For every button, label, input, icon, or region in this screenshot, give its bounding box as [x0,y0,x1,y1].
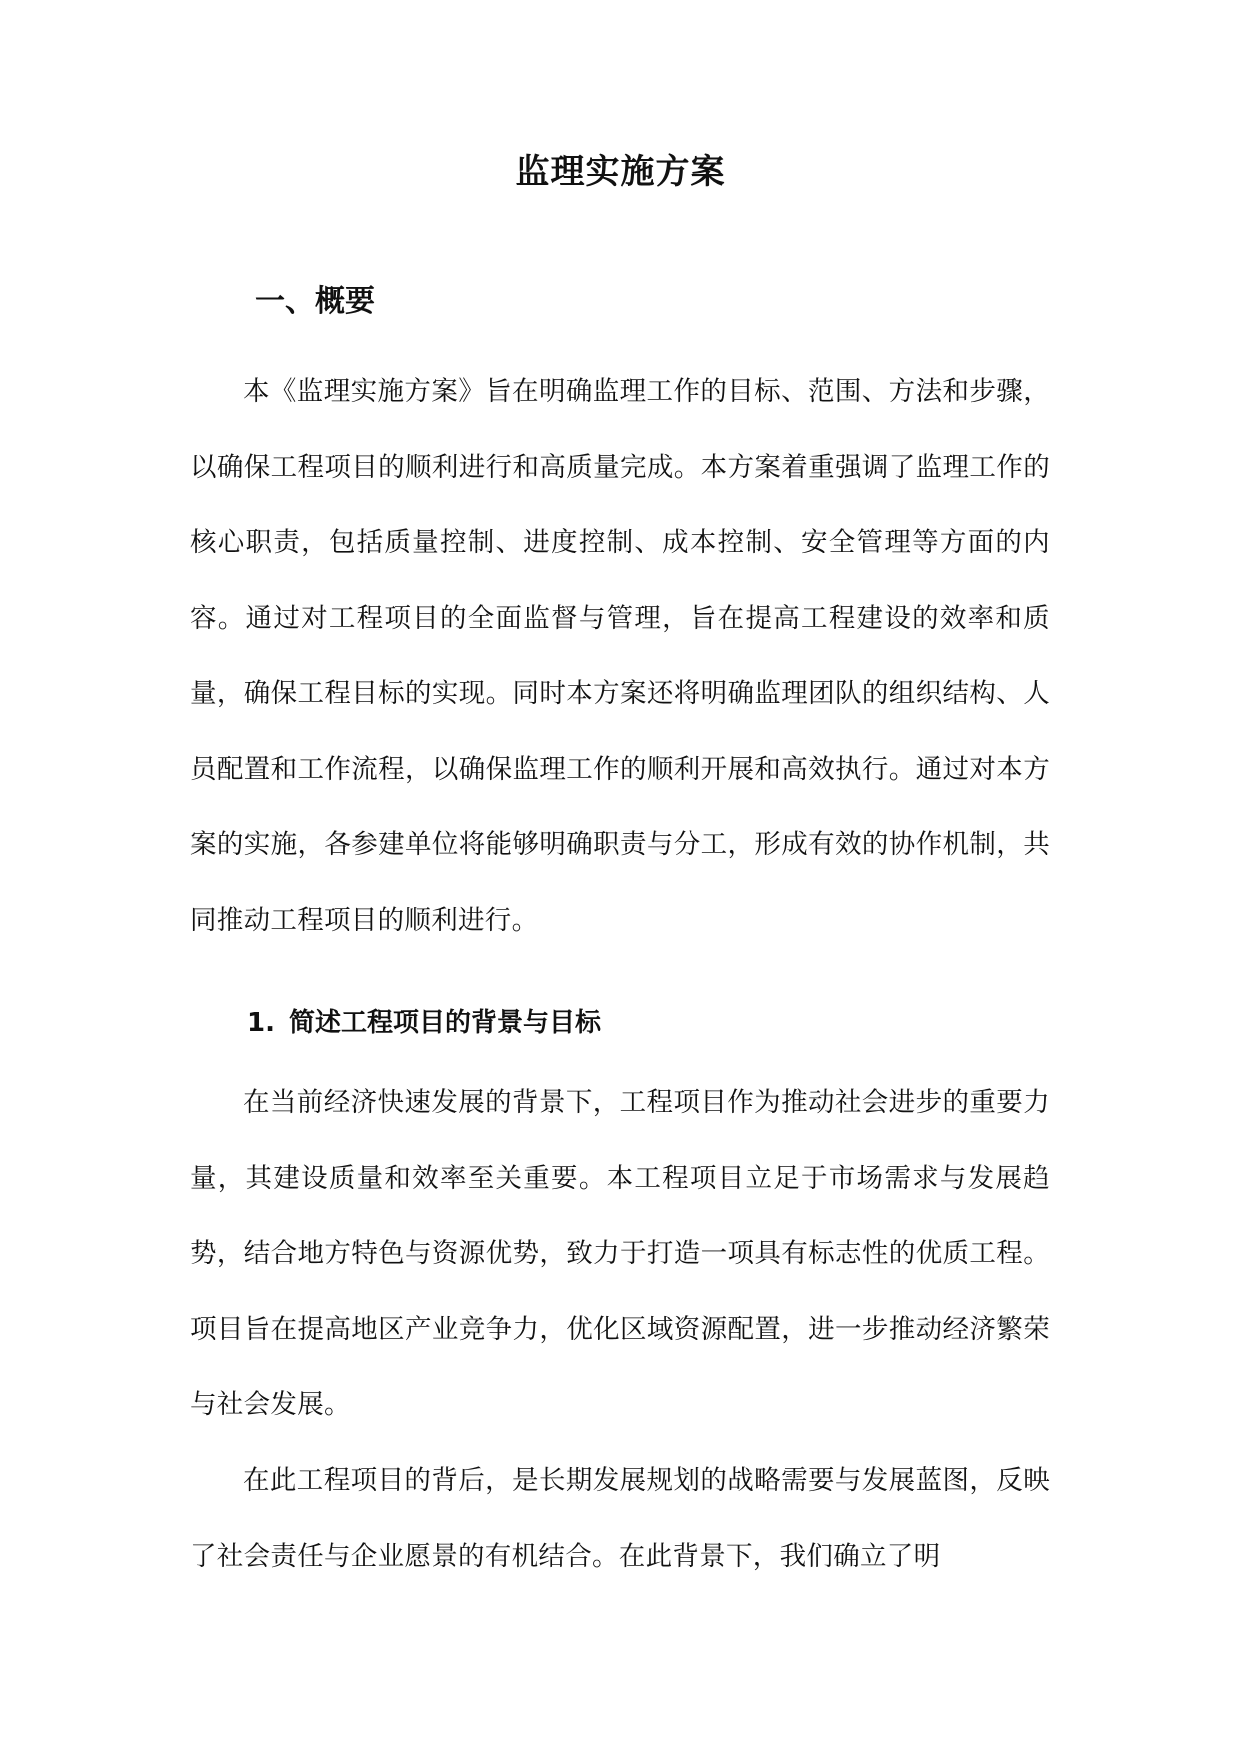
section-heading-overview: 一、概要 [255,284,375,319]
subsection-heading-background [247,1003,601,1043]
page-title: 监理实施方案 [515,152,726,192]
subsection-title: 简述工程项目的背景与目标 [289,1008,602,1038]
background-paragraph-2: 在此工程项目的背后，是长期发展规划的战略需要与发展蓝图，反映了社会责任与企业愿景的有机结合。在此背景下，我们确立了明 [190,1465,1050,1572]
subsection-number: 1. [247,1008,275,1038]
background-paragraph-1: 在当前经济快速发展的背景下，工程项目作为推动社会进步的重要力量，其建设质量和效率至关重要。本工程项目立足于市场需求与发展趋势，结合地方特色与资源优势，致力于打造一项具有标志性的优质工程。项目旨在提高地区产业竞争力，优化区域资源配置，进一步推动经济繁荣与社会发展。 [190,1087,1050,1420]
overview-paragraph: 本《监理实施方案》旨在明确监理工作的目标、范围、方法和步骤，以确保工程项目的顺利进行和高质量完成。本方案着重强调了监理工作的核心职责，包括质量控制、进度控制、成本控制、安全管理等方面的内容。通过对工程项目的全面监督与管理，旨在提高工程建设的效率和质量，确保工程目标的实现。同时本方案还将明确监理团队的组织结构、人员配置和工作流程，以确保监理工作的顺利开展和高效执行。通过对本方案的实施，各参建单位将能够明确职责与分工，形成有效的协作机制，共同推动工程项目的顺利进行。 [190,376,1050,936]
